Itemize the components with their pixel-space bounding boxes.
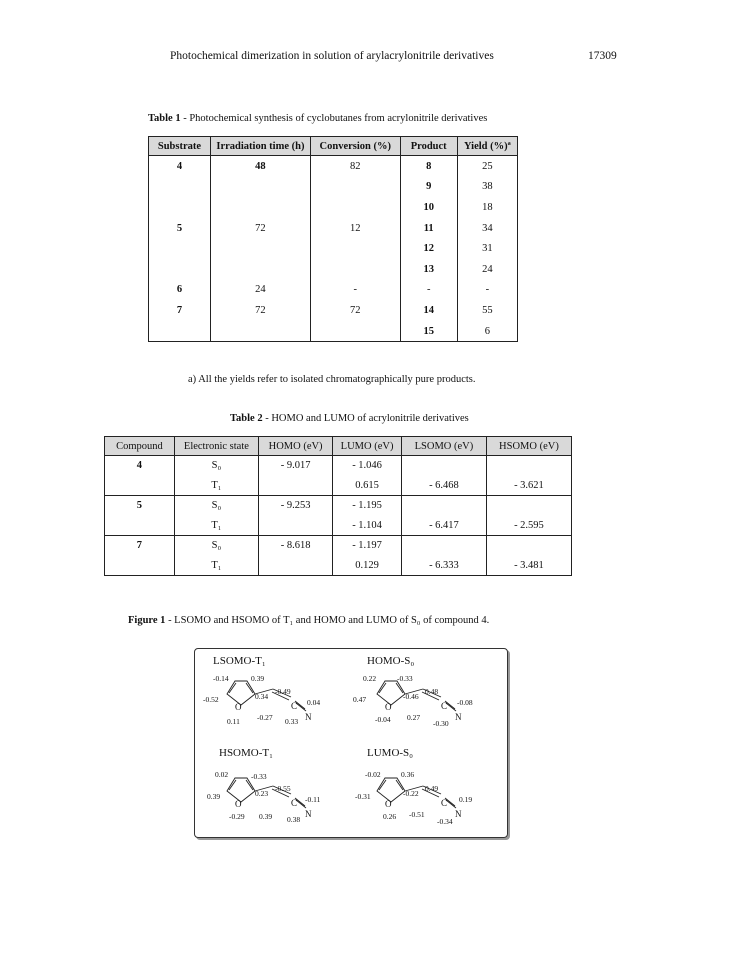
orbital-coefficient: 0.48	[425, 687, 439, 696]
orbital-coefficient: -0.22	[403, 789, 419, 798]
table2-caption	[230, 413, 469, 424]
table1-header-row	[149, 137, 518, 156]
table-cell: 12	[400, 238, 457, 259]
table-cell: - 9.017	[259, 456, 333, 476]
orbital-coefficient: 0.34	[255, 692, 269, 701]
orbital-coefficient: 0.49	[425, 784, 439, 793]
carbon-atom: C	[441, 701, 448, 711]
orbital-coefficient: 0.38	[287, 815, 301, 824]
table-row	[149, 300, 518, 321]
table-cell: - 1.104	[333, 516, 402, 536]
table-cell	[402, 536, 487, 556]
table-cell: 12	[310, 218, 400, 239]
orbital-coefficient: -0.11	[305, 795, 321, 804]
table-cell	[486, 456, 571, 476]
orbital-coefficient: 0.02	[215, 770, 229, 779]
table-cell: 6	[149, 280, 211, 301]
table-cell: 31	[457, 238, 517, 259]
table-row	[149, 156, 518, 177]
table-cell: 48	[210, 156, 310, 177]
orbital-coefficient: 0.39	[251, 674, 265, 683]
orbital-panel-homo	[345, 649, 507, 743]
table-cell: 11	[400, 218, 457, 239]
orbital-panel-lumo	[345, 743, 507, 837]
table-cell	[402, 496, 487, 516]
table1-header: Product	[400, 137, 457, 156]
table-cell	[259, 516, 333, 536]
table-cell: 24	[210, 280, 310, 301]
table-row	[105, 456, 572, 476]
orbital-coefficient: 0.39	[207, 792, 221, 801]
figure1-box	[194, 648, 508, 838]
orbital-coefficient: -0.30	[433, 719, 449, 728]
table-cell: 4	[149, 156, 211, 177]
table-cell: 7	[105, 536, 175, 556]
orbital-coefficient: -0.55	[275, 784, 291, 793]
table-cell: 25	[457, 156, 517, 177]
oxygen-atom: O	[385, 799, 392, 809]
nitrogen-atom: N	[305, 712, 312, 722]
table-cell: 18	[457, 197, 517, 218]
orbital-panel-hsomo	[195, 743, 351, 837]
table-cell	[210, 197, 310, 218]
table-row	[149, 218, 518, 239]
carbon-atom: C	[291, 701, 298, 711]
furan-acrylonitrile-structure	[345, 649, 507, 743]
table-cell	[210, 321, 310, 342]
table-cell: - 3.621	[486, 476, 571, 496]
panel-label: HSOMO-T₁	[219, 747, 273, 759]
table2	[104, 436, 572, 576]
table2-header: LSOMO (eV)	[402, 437, 487, 456]
nitrogen-atom: N	[455, 809, 462, 819]
table2-header: Electronic state	[174, 437, 258, 456]
table2-header: HOMO (eV)	[259, 437, 333, 456]
table-cell: S₀	[174, 456, 258, 476]
orbital-coefficient: 0.11	[227, 717, 240, 726]
orbital-coefficient: 0.26	[383, 812, 397, 821]
table-cell	[210, 238, 310, 259]
table1-caption-text: - Photochemical synthesis of cyclobutanes from acrylonitrile derivatives	[180, 113, 488, 124]
table-cell: - 8.618	[259, 536, 333, 556]
table-cell	[149, 177, 211, 198]
table-cell: - 6.417	[402, 516, 487, 536]
table-cell: 24	[457, 259, 517, 280]
orbital-coefficient: 0.19	[459, 795, 473, 804]
table-cell: - 1.046	[333, 456, 402, 476]
table-cell: 34	[457, 218, 517, 239]
table-cell	[149, 238, 211, 259]
orbital-coefficient: 0.22	[363, 674, 377, 683]
table1-header: Conversion (%)	[310, 137, 400, 156]
table-cell: T₁	[174, 556, 258, 576]
table2-header: LUMO (eV)	[333, 437, 402, 456]
table-cell: 4	[105, 456, 175, 476]
table-cell: - 6.468	[402, 476, 487, 496]
table-row	[149, 197, 518, 218]
table-cell	[486, 496, 571, 516]
table-cell	[149, 197, 211, 218]
table1-caption	[148, 113, 487, 124]
table1-caption-label: Table 1	[148, 113, 181, 124]
orbital-coefficient: -0.49	[275, 687, 291, 696]
orbital-coefficient: 0.27	[407, 713, 421, 722]
table1-header: Irradiation time (h)	[210, 137, 310, 156]
page-number: 17309	[588, 50, 617, 62]
table-cell: - 9.253	[259, 496, 333, 516]
table-cell: S₀	[174, 496, 258, 516]
table-cell	[310, 197, 400, 218]
table-cell: - 6.333	[402, 556, 487, 576]
figure1-caption	[128, 615, 489, 626]
table-cell: 15	[400, 321, 457, 342]
panel-label: HOMO-S₀	[367, 655, 415, 667]
furan-acrylonitrile-structure	[195, 743, 351, 837]
figure1-caption-text: - LSOMO and HSOMO of T₁ and HOMO and LUMO of S₀ of compound 4.	[165, 615, 490, 626]
orbital-coefficient: 0.23	[255, 789, 269, 798]
nitrogen-atom: N	[455, 712, 462, 722]
orbital-coefficient: 0.33	[285, 717, 299, 726]
table-cell: - 3.481	[486, 556, 571, 576]
table-cell	[310, 238, 400, 259]
carbon-atom: C	[291, 798, 298, 808]
table-cell: -	[457, 280, 517, 301]
orbital-coefficient: -0.14	[213, 674, 229, 683]
table-cell: - 1.195	[333, 496, 402, 516]
table-cell: T₁	[174, 516, 258, 536]
table2-header-row	[105, 437, 572, 456]
table-cell: 82	[310, 156, 400, 177]
oxygen-atom: O	[385, 702, 392, 712]
table-row	[149, 177, 518, 198]
table-cell: 6	[457, 321, 517, 342]
table-row	[105, 516, 572, 536]
table-cell: 7	[149, 300, 211, 321]
table2-header: Compound	[105, 437, 175, 456]
table1-header: Yield (%)ª	[457, 137, 517, 156]
figure1-caption-label: Figure 1	[128, 615, 166, 626]
orbital-coefficient: -0.02	[365, 770, 381, 779]
table-cell	[310, 321, 400, 342]
table-cell: 72	[310, 300, 400, 321]
table-cell: 9	[400, 177, 457, 198]
table-row	[149, 259, 518, 280]
table-cell	[259, 556, 333, 576]
table-cell: -	[400, 280, 457, 301]
table-cell: 0.129	[333, 556, 402, 576]
table-cell	[259, 476, 333, 496]
table-cell	[105, 556, 175, 576]
table-row	[105, 556, 572, 576]
table-row	[105, 476, 572, 496]
table-row	[105, 536, 572, 556]
table-cell: T₁	[174, 476, 258, 496]
orbital-coefficient: -0.51	[409, 810, 425, 819]
table-cell	[310, 177, 400, 198]
orbital-coefficient: -0.31	[355, 792, 371, 801]
table-row	[149, 321, 518, 342]
oxygen-atom: O	[235, 702, 242, 712]
table-cell: -	[310, 280, 400, 301]
running-title: Photochemical dimerization in solution of arylacrylonitrile derivatives	[170, 50, 494, 62]
table1	[148, 136, 518, 342]
orbital-coefficient: -0.33	[251, 772, 267, 781]
orbital-coefficient: 0.47	[353, 695, 367, 704]
table-cell	[149, 321, 211, 342]
orbital-coefficient: -0.29	[229, 812, 245, 821]
orbital-coefficient: 0.39	[259, 812, 273, 821]
nitrogen-atom: N	[305, 809, 312, 819]
panel-label: LUMO-S₀	[367, 747, 414, 759]
table-row	[105, 496, 572, 516]
table-cell	[486, 536, 571, 556]
table-cell	[210, 177, 310, 198]
table-cell: - 1.197	[333, 536, 402, 556]
table2-caption-text: - HOMO and LUMO of acrylonitrile derivatives	[262, 413, 469, 424]
table-cell: 72	[210, 300, 310, 321]
table-cell: 72	[210, 218, 310, 239]
table-cell	[210, 259, 310, 280]
orbital-panel-lsomo	[195, 649, 351, 743]
orbital-coefficient: 0.04	[307, 698, 321, 707]
table-cell: S₀	[174, 536, 258, 556]
orbital-coefficient: -0.27	[257, 713, 273, 722]
oxygen-atom: O	[235, 799, 242, 809]
table-cell	[402, 456, 487, 476]
carbon-atom: C	[441, 798, 448, 808]
orbital-coefficient: -0.52	[203, 695, 219, 704]
orbital-coefficient: -0.33	[397, 674, 413, 683]
orbital-coefficient: -0.08	[457, 698, 473, 707]
table2-caption-label: Table 2	[230, 413, 263, 424]
table-cell: - 2.595	[486, 516, 571, 536]
table-cell: 5	[149, 218, 211, 239]
table2-header: HSOMO (eV)	[486, 437, 571, 456]
orbital-coefficient: -0.46	[403, 692, 419, 701]
table-cell: 55	[457, 300, 517, 321]
table-cell	[105, 476, 175, 496]
table1-header: Substrate	[149, 137, 211, 156]
table-cell: 5	[105, 496, 175, 516]
orbital-coefficient: -0.04	[375, 715, 391, 724]
table-cell: 14	[400, 300, 457, 321]
orbital-coefficient: -0.34	[437, 817, 453, 826]
table-cell	[149, 259, 211, 280]
table-cell: 8	[400, 156, 457, 177]
panel-label: LSOMO-T₁	[213, 655, 266, 667]
table-cell: 0.615	[333, 476, 402, 496]
table-cell: 38	[457, 177, 517, 198]
orbital-coefficient: 0.36	[401, 770, 415, 779]
table1-footnote: a) All the yields refer to isolated chromatographically pure products.	[188, 374, 476, 385]
table-cell: 13	[400, 259, 457, 280]
table-cell: 10	[400, 197, 457, 218]
table-row	[149, 280, 518, 301]
table-cell	[105, 516, 175, 536]
table-row	[149, 238, 518, 259]
table-cell	[310, 259, 400, 280]
